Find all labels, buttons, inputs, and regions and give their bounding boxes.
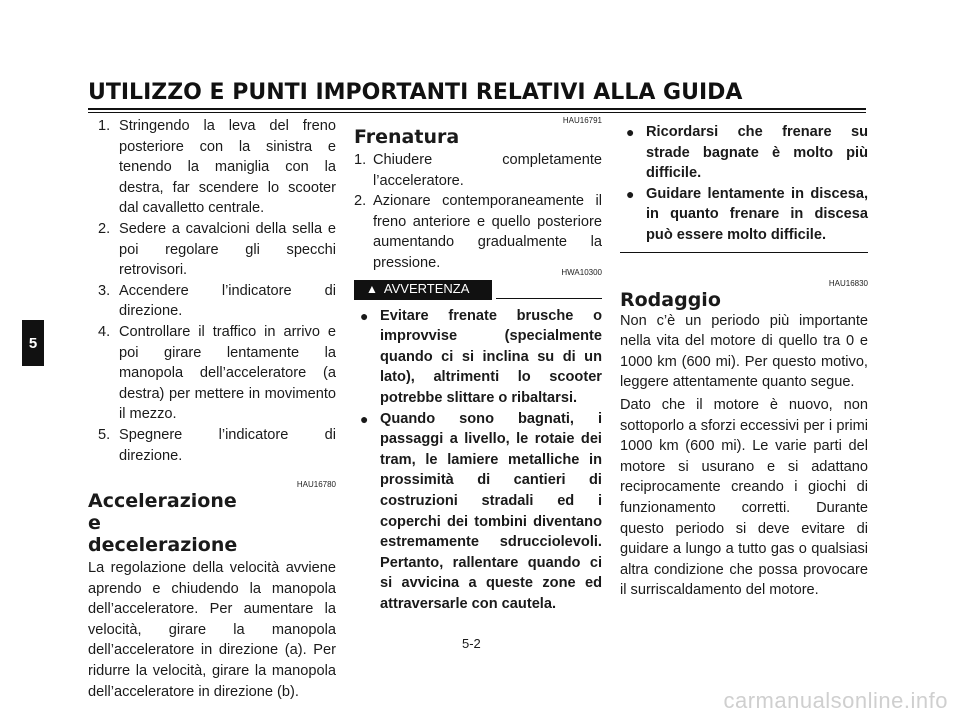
warning-rule (496, 298, 602, 299)
warning-badge (354, 280, 492, 300)
list-item (354, 306, 602, 409)
section-title-acceleration: Accelerazione e decelerazione (88, 490, 238, 557)
start-steps-list (88, 116, 336, 466)
section-title-braking: Frenatura (354, 126, 460, 148)
step-number: 5. (98, 426, 111, 443)
step-text: Accendere l’indicatore di direzione. (119, 282, 336, 320)
warning-text: Evitare frenate brusche o improvvise (specialmente quando ci si inclina su di un lato), altrimenti lo scooter potrebbe slittare o ribaltarsi. (380, 307, 602, 406)
list-item (88, 219, 336, 281)
step-text: Sedere a cavalcioni della sella e poi regolare gli specchi retrovisori. (119, 220, 336, 279)
warning-header (354, 280, 602, 302)
warning-triangle-icon: ▲ (366, 282, 378, 297)
watermark: carmanualsonline.info (723, 688, 948, 713)
acceleration-paragraph: La regolazione della velocità avviene aprendo e chiudendo la manopola dell’acceleratore. Per aumentare la velocità, girare la manopola dell’acceleratore in direzione (a). Per ridurre la velocità, girare la manopola dell’acceleratore in direzione (b). (88, 560, 336, 700)
column-1 (88, 116, 336, 702)
warning-label: AVVERTENZA (383, 281, 470, 297)
chapter-tab: 5 (22, 320, 44, 366)
step-text: Chiudere completamente l’acceleratore. (373, 152, 602, 189)
column-2 (354, 116, 602, 614)
section-title-break-in: Rodaggio (620, 288, 721, 311)
step-text: Azionare contemporaneamente il freno anteriore e quello posteriore aumentando gradualmente la pressione. (373, 193, 602, 271)
header-rule (88, 108, 866, 113)
page-number: 5-2 (462, 636, 481, 651)
list-item (620, 184, 868, 246)
list-item (88, 425, 336, 466)
section-code: HAU16780 (296, 480, 336, 490)
column-3 (620, 116, 868, 601)
list-item (354, 150, 602, 191)
braking-steps-list (354, 150, 602, 274)
warning-code: HWA10300 (561, 267, 602, 277)
section-code: HAU16791 (562, 116, 602, 125)
page-header-title: UTILIZZO E PUNTI IMPORTANTI RELATIVI ALLA GUIDA (88, 80, 743, 105)
step-text: Spegnere l’indicatore di direzione. (119, 426, 336, 464)
step-number: 3. (98, 282, 111, 299)
step-number: 2. (354, 193, 367, 210)
bullet-icon: ● (360, 410, 369, 427)
list-item (88, 322, 336, 425)
warning-list-continued (620, 122, 868, 246)
warning-text: Ricordarsi che frenare su strade bagnate è molto più difficile. (646, 124, 868, 182)
list-item (620, 122, 868, 184)
break-in-paragraph-1: Non c’è un periodo più importante nella vita del motore di quello tra 0 e 1000 km (600 mi). Per questo motivo, leggere attentamente quanto segue. (620, 312, 868, 391)
bullet-icon: ● (626, 185, 635, 202)
step-number: 2. (98, 220, 111, 237)
list-item (88, 281, 336, 322)
break-in-paragraph-2: Dato che il motore è nuovo, non sottoporlo a sforzi eccessivi per i primi 1000 km (600 mi). Le varie parti del motore si usurano e si adattano reciprocamente creando i giochi di funzionamento corretti. Durante questo periodo si deve evitare di guidare a lungo a tutto gas o qualsiasi altra condizione che possa provocare il surriscaldamento del motore. (620, 396, 868, 599)
warning-text: Quando sono bagnati, i passaggi a livello, le rotaie dei tram, le lamiere metalliche in prossimità di cantieri di costruzioni stradali ed i coperchi dei tombini diventano estremamente sdrucciolevoli. Pertanto, rallentare quando ci si avvicina a queste zone ed attraversarle con cautela. (380, 410, 602, 612)
step-number: 1. (354, 152, 367, 168)
list-item (354, 409, 602, 615)
step-text: Stringendo la leva del freno posteriore con la sinistra e tenendo la maniglia con la destra, far scendere lo scooter dal cavalletto centrale. (119, 118, 336, 217)
bullet-icon: ● (626, 124, 635, 140)
list-item (88, 116, 336, 219)
step-text: Controllare il traffico in arrivo e poi girare lentamente la manopola dell’acceleratore (a destra) per mettere in movimento il mezzo. (119, 323, 336, 423)
warning-list (354, 306, 602, 615)
warning-end-rule (620, 252, 868, 253)
warning-text: Guidare lentamente in discesa, in quanto frenare in discesa può essere molto difficile. (646, 185, 868, 243)
list-item (354, 191, 602, 273)
step-number: 1. (98, 118, 111, 134)
step-number: 4. (98, 323, 111, 340)
section-code: HAU16830 (828, 278, 868, 288)
bullet-icon: ● (360, 307, 369, 324)
